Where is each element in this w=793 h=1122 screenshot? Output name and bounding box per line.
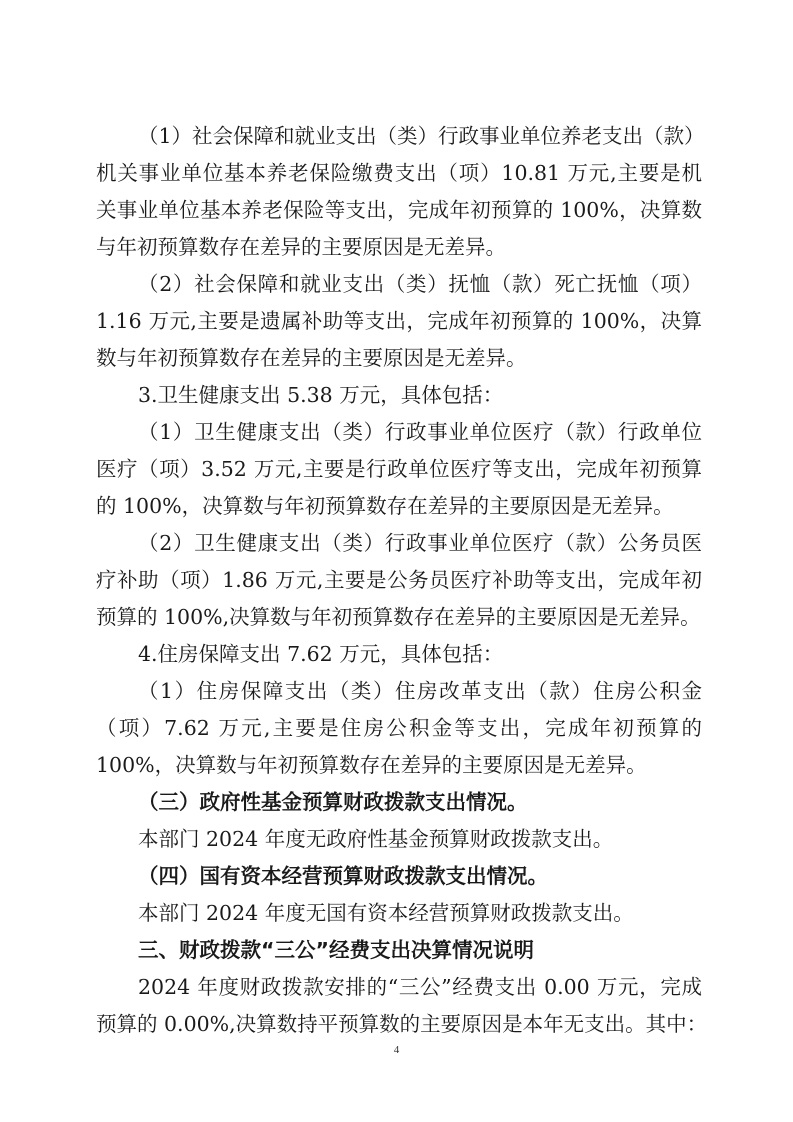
paragraph-health-summary — [96, 377, 702, 414]
text-line: 关事业单位基本养老保险等支出，完成年初预算的 100%，决算数 — [96, 198, 702, 222]
text-line: 机关事业单位基本养老保险缴费支出（项）10.81 万元,主要是机 — [96, 161, 702, 185]
document-page — [96, 118, 708, 1043]
paragraph-death-pension — [96, 266, 702, 377]
text-line: 的 100%，决算数与年初预算数存在差异的主要原因是无差异。 — [96, 494, 674, 518]
paragraph-admin-medical — [96, 414, 702, 525]
text-line: 数与年初预算数存在差异的主要原因是无差异。 — [96, 346, 527, 370]
text-line: （2）社会保障和就业支出（类）抚恤（款）死亡抚恤（项） — [138, 272, 702, 296]
text-line: （2）卫生健康支出（类）行政事业单位医疗（款）公务员医 — [138, 531, 702, 555]
heading-government-fund: （三）政府性基金预算财政拨款支出情况。 — [138, 790, 528, 814]
text-line: 本部门 2024 年度无国有资本经营预算财政拨款支出。 — [138, 901, 634, 925]
text-line: 与年初预算数存在差异的主要原因是无差异。 — [96, 235, 506, 259]
text-line: 疗补助（项）1.86 万元,主要是公务员医疗补助等支出，完成年初 — [96, 568, 702, 592]
heading-state-capital: （四）国有资本经营预算财政拨款支出情况。 — [138, 864, 548, 888]
section-title-three-public: 三、财政拨款“三公”经费支出决算情况说明 — [138, 938, 534, 962]
paragraph-housing-fund — [96, 673, 702, 784]
paragraph-pension — [96, 118, 705, 266]
text-line: 3.卫生健康支出 5.38 万元，具体包括： — [138, 383, 504, 407]
text-line: 预算的 100%,决算数与年初预算数存在差异的主要原因是无差异。 — [96, 605, 701, 629]
text-line: （项）7.62 万元,主要是住房公积金等支出，完成年初预算的 — [96, 716, 702, 740]
text-line: 1.16 万元,主要是遗属补助等支出，完成年初预算的 100%，决算 — [96, 309, 702, 333]
text-line: 4.住房保障支出 7.62 万元，具体包括： — [138, 642, 504, 666]
text-line: （1）社会保障和就业支出（类）行政事业单位养老支出（款） — [138, 124, 705, 148]
text-line: 2024 年度财政拨款安排的“三公”经费支出 0.00 万元，完成 — [138, 975, 702, 999]
text-line: 预算的 0.00%,决算数持平预算数的主要原因是本年无支出。其中： — [96, 1012, 708, 1036]
paragraph-three-public-expense — [96, 969, 708, 1043]
text-line: 100%，决算数与年初预算数存在差异的主要原因是无差异。 — [96, 753, 647, 777]
text-line: 本部门 2024 年度无政府性基金预算财政拨款支出。 — [138, 827, 614, 851]
text-line: 医疗（项）3.52 万元,主要是行政单位医疗等支出，完成年初预算 — [96, 457, 702, 481]
paragraph-housing-summary — [96, 636, 702, 673]
text-line: （1）卫生健康支出（类）行政事业单位医疗（款）行政单位 — [138, 420, 702, 444]
text-line: （1）住房保障支出（类）住房改革支出（款）住房公积金 — [138, 679, 702, 703]
paragraph-civil-servant-medical — [96, 525, 702, 636]
page-number: 4 — [393, 1044, 400, 1056]
